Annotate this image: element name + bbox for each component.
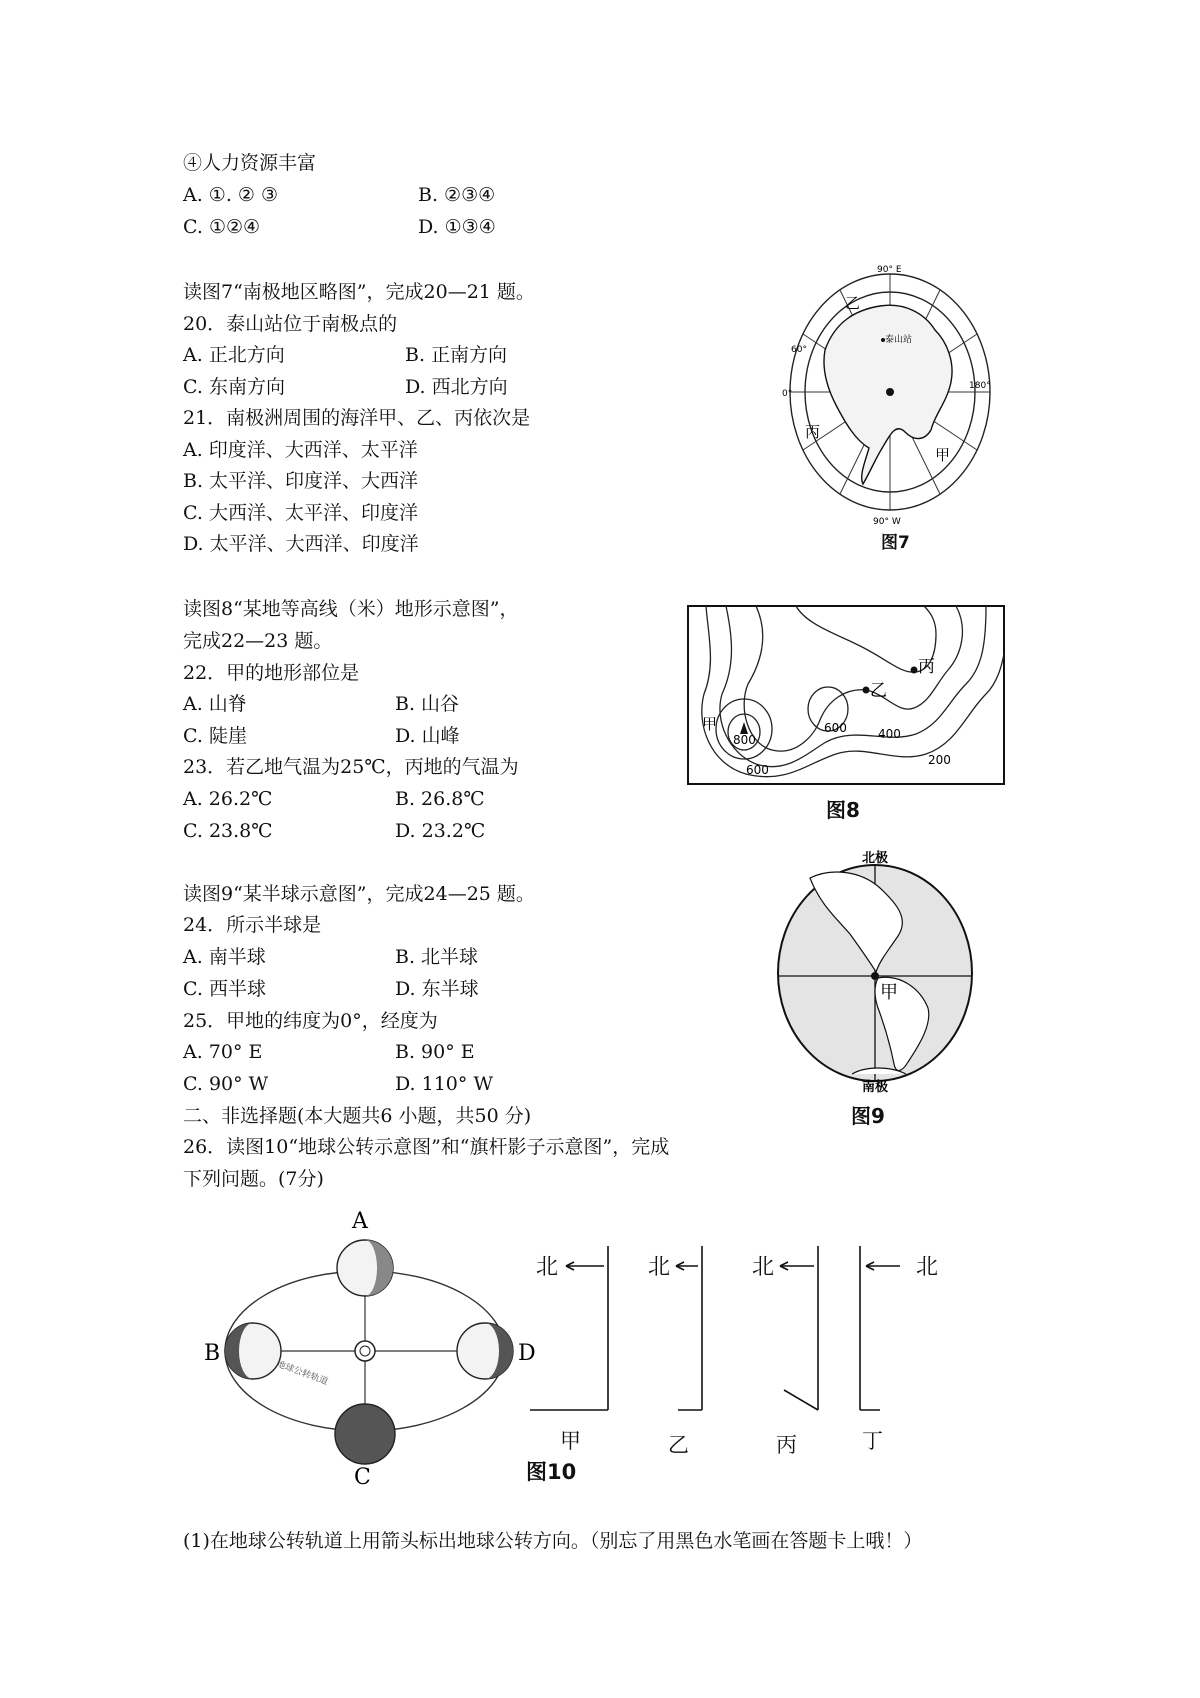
fig8-contour-200: 200 xyxy=(928,753,951,767)
fig7-label-bing: 丙 xyxy=(805,423,821,441)
figure-9-hemisphere xyxy=(770,848,980,1128)
fig7-intro: 读图7“南极地区略图”，完成20—21 题。 xyxy=(183,281,535,303)
q21-option-b: B. 太平洋、印度洋、大西洋 xyxy=(183,470,419,492)
fig8-intro-line2: 完成22—23 题。 xyxy=(183,630,333,652)
q22-option-a: A. 山脊 xyxy=(183,693,247,715)
q23-option-a: A. 26.2℃ xyxy=(183,788,273,810)
q19-option-d: D. ①③④ xyxy=(418,216,496,238)
q20-stem: 20．泰山站位于南极点的 xyxy=(183,313,398,335)
fig8-contour-600-right: 600 xyxy=(824,721,847,735)
fig9-label-north: 北极 xyxy=(862,851,889,866)
q23-option-c: C. 23.8℃ xyxy=(183,820,273,842)
figure-7-antarctic-map xyxy=(782,262,995,553)
q25-option-d: D. 110° W xyxy=(395,1073,493,1095)
fig10-label-b: B xyxy=(204,1341,221,1366)
fig10-pole-yi: 乙 xyxy=(668,1433,689,1457)
q19-option-4: ④人力资源丰富 xyxy=(183,152,317,174)
q24-option-b: B. 北半球 xyxy=(395,946,479,968)
q21-stem: 21．南极洲周围的海洋甲、乙、丙依次是 xyxy=(183,407,531,429)
figure-10 xyxy=(200,1209,980,1490)
fig10-north-jia: 北 xyxy=(536,1255,559,1280)
q19-option-b: B. ②③④ xyxy=(418,184,496,206)
fig8-intro-line1: 读图8“某地等高线（米）地形示意图”， xyxy=(183,598,519,620)
fig7-label-lat: 60° xyxy=(791,345,807,355)
fig8-label-yi: 乙 xyxy=(870,681,887,701)
q20-option-d: D. 西北方向 xyxy=(405,376,508,398)
fig9-label-jia: 甲 xyxy=(880,982,898,1003)
fig8-label-jia: 甲 xyxy=(702,715,718,733)
fig9-label-south: 南极 xyxy=(862,1080,889,1095)
q22-option-d: D. 山峰 xyxy=(395,725,460,747)
q25-option-a: A. 70° E xyxy=(183,1041,263,1063)
fig7-label-right: 180° xyxy=(969,381,991,391)
q20-option-b: B. 正南方向 xyxy=(405,344,508,366)
q23-option-d: D. 23.2℃ xyxy=(395,820,486,842)
fig9-intro: 读图9“某半球示意图”，完成24—25 题。 xyxy=(183,883,535,905)
fig8-contour-800: 800 xyxy=(733,733,756,747)
fig7-label-bottom: 90° W xyxy=(873,517,901,527)
q25-option-b: B. 90° E xyxy=(395,1041,475,1063)
fig8-contour-400: 400 xyxy=(878,727,901,741)
fig10-pole-bing: 丙 xyxy=(776,1433,797,1457)
fig10-label-d: D xyxy=(518,1341,536,1366)
q25-option-c: C. 90° W xyxy=(183,1073,269,1095)
fig9-caption: 图9 xyxy=(851,1104,885,1128)
fig10-pole-ding: 丁 xyxy=(862,1429,883,1453)
q23-stem: 23．若乙地气温为25℃，丙地的气温为 xyxy=(183,756,519,778)
fig10-north-bing: 北 xyxy=(752,1255,775,1280)
fig8-label-bing: 丙 xyxy=(918,657,935,677)
q20-option-c: C. 东南方向 xyxy=(183,376,285,398)
q23-option-b: B. 26.8℃ xyxy=(395,788,485,810)
q21-option-c: C. 大西洋、太平洋、印度洋 xyxy=(183,502,418,524)
q24-option-d: D. 东半球 xyxy=(395,978,479,1000)
q21-option-d: D. 太平洋、大西洋、印度洋 xyxy=(183,533,419,555)
figure-8-contour-map xyxy=(686,604,1006,824)
q24-option-c: C. 西半球 xyxy=(183,978,266,1000)
q20-option-a: A. 正北方向 xyxy=(183,344,285,366)
fig7-label-left: 0° xyxy=(782,389,793,399)
q26-stem-line2: 下列问题。(7分) xyxy=(183,1168,324,1190)
q26-sub1: (1)在地球公转轨道上用箭头标出地球公转方向。（别忘了用黑色水笔画在答题卡上哦！） xyxy=(183,1530,923,1552)
q22-option-b: B. 山谷 xyxy=(395,693,460,715)
q22-stem: 22．甲的地形部位是 xyxy=(183,662,360,684)
q21-option-a: A. 印度洋、大西洋、太平洋 xyxy=(183,439,418,461)
fig10-north-ding: 北 xyxy=(916,1255,939,1280)
q19-option-a: A. ①. ② ③ xyxy=(183,184,279,206)
q19-option-c: C. ①②④ xyxy=(183,216,261,238)
q26-stem-line1: 26．读图10“地球公转示意图”和“旗杆影子示意图”，完成 xyxy=(183,1136,670,1158)
fig8-contour-600-left: 600 xyxy=(746,763,769,777)
q25-stem: 25．甲地的纬度为0°，经度为 xyxy=(183,1010,438,1032)
fig10-caption: 图10 xyxy=(526,1460,577,1484)
fig10-label-a: A xyxy=(352,1209,368,1234)
fig7-label-station: 泰山站 xyxy=(885,335,913,345)
q24-stem: 24．所示半球是 xyxy=(183,914,322,936)
fig8-caption: 图8 xyxy=(826,798,860,822)
q22-option-c: C. 陡崖 xyxy=(183,725,247,747)
fig10-pole-jia: 甲 xyxy=(560,1429,581,1453)
fig7-label-yi: 乙 xyxy=(845,294,861,312)
fig10-north-yi: 北 xyxy=(648,1255,671,1280)
fig10-orbit-label: 地球公转轨道 xyxy=(274,1359,330,1388)
fig7-label-top: 90° E xyxy=(877,265,902,275)
fig10-label-c: C xyxy=(354,1465,371,1490)
section-2-heading: 二、非选择题(本大题共6 小题，共50 分) xyxy=(183,1105,532,1127)
q24-option-a: A. 南半球 xyxy=(183,946,266,968)
fig7-label-jia: 甲 xyxy=(935,446,951,464)
fig7-caption: 图7 xyxy=(881,533,910,553)
